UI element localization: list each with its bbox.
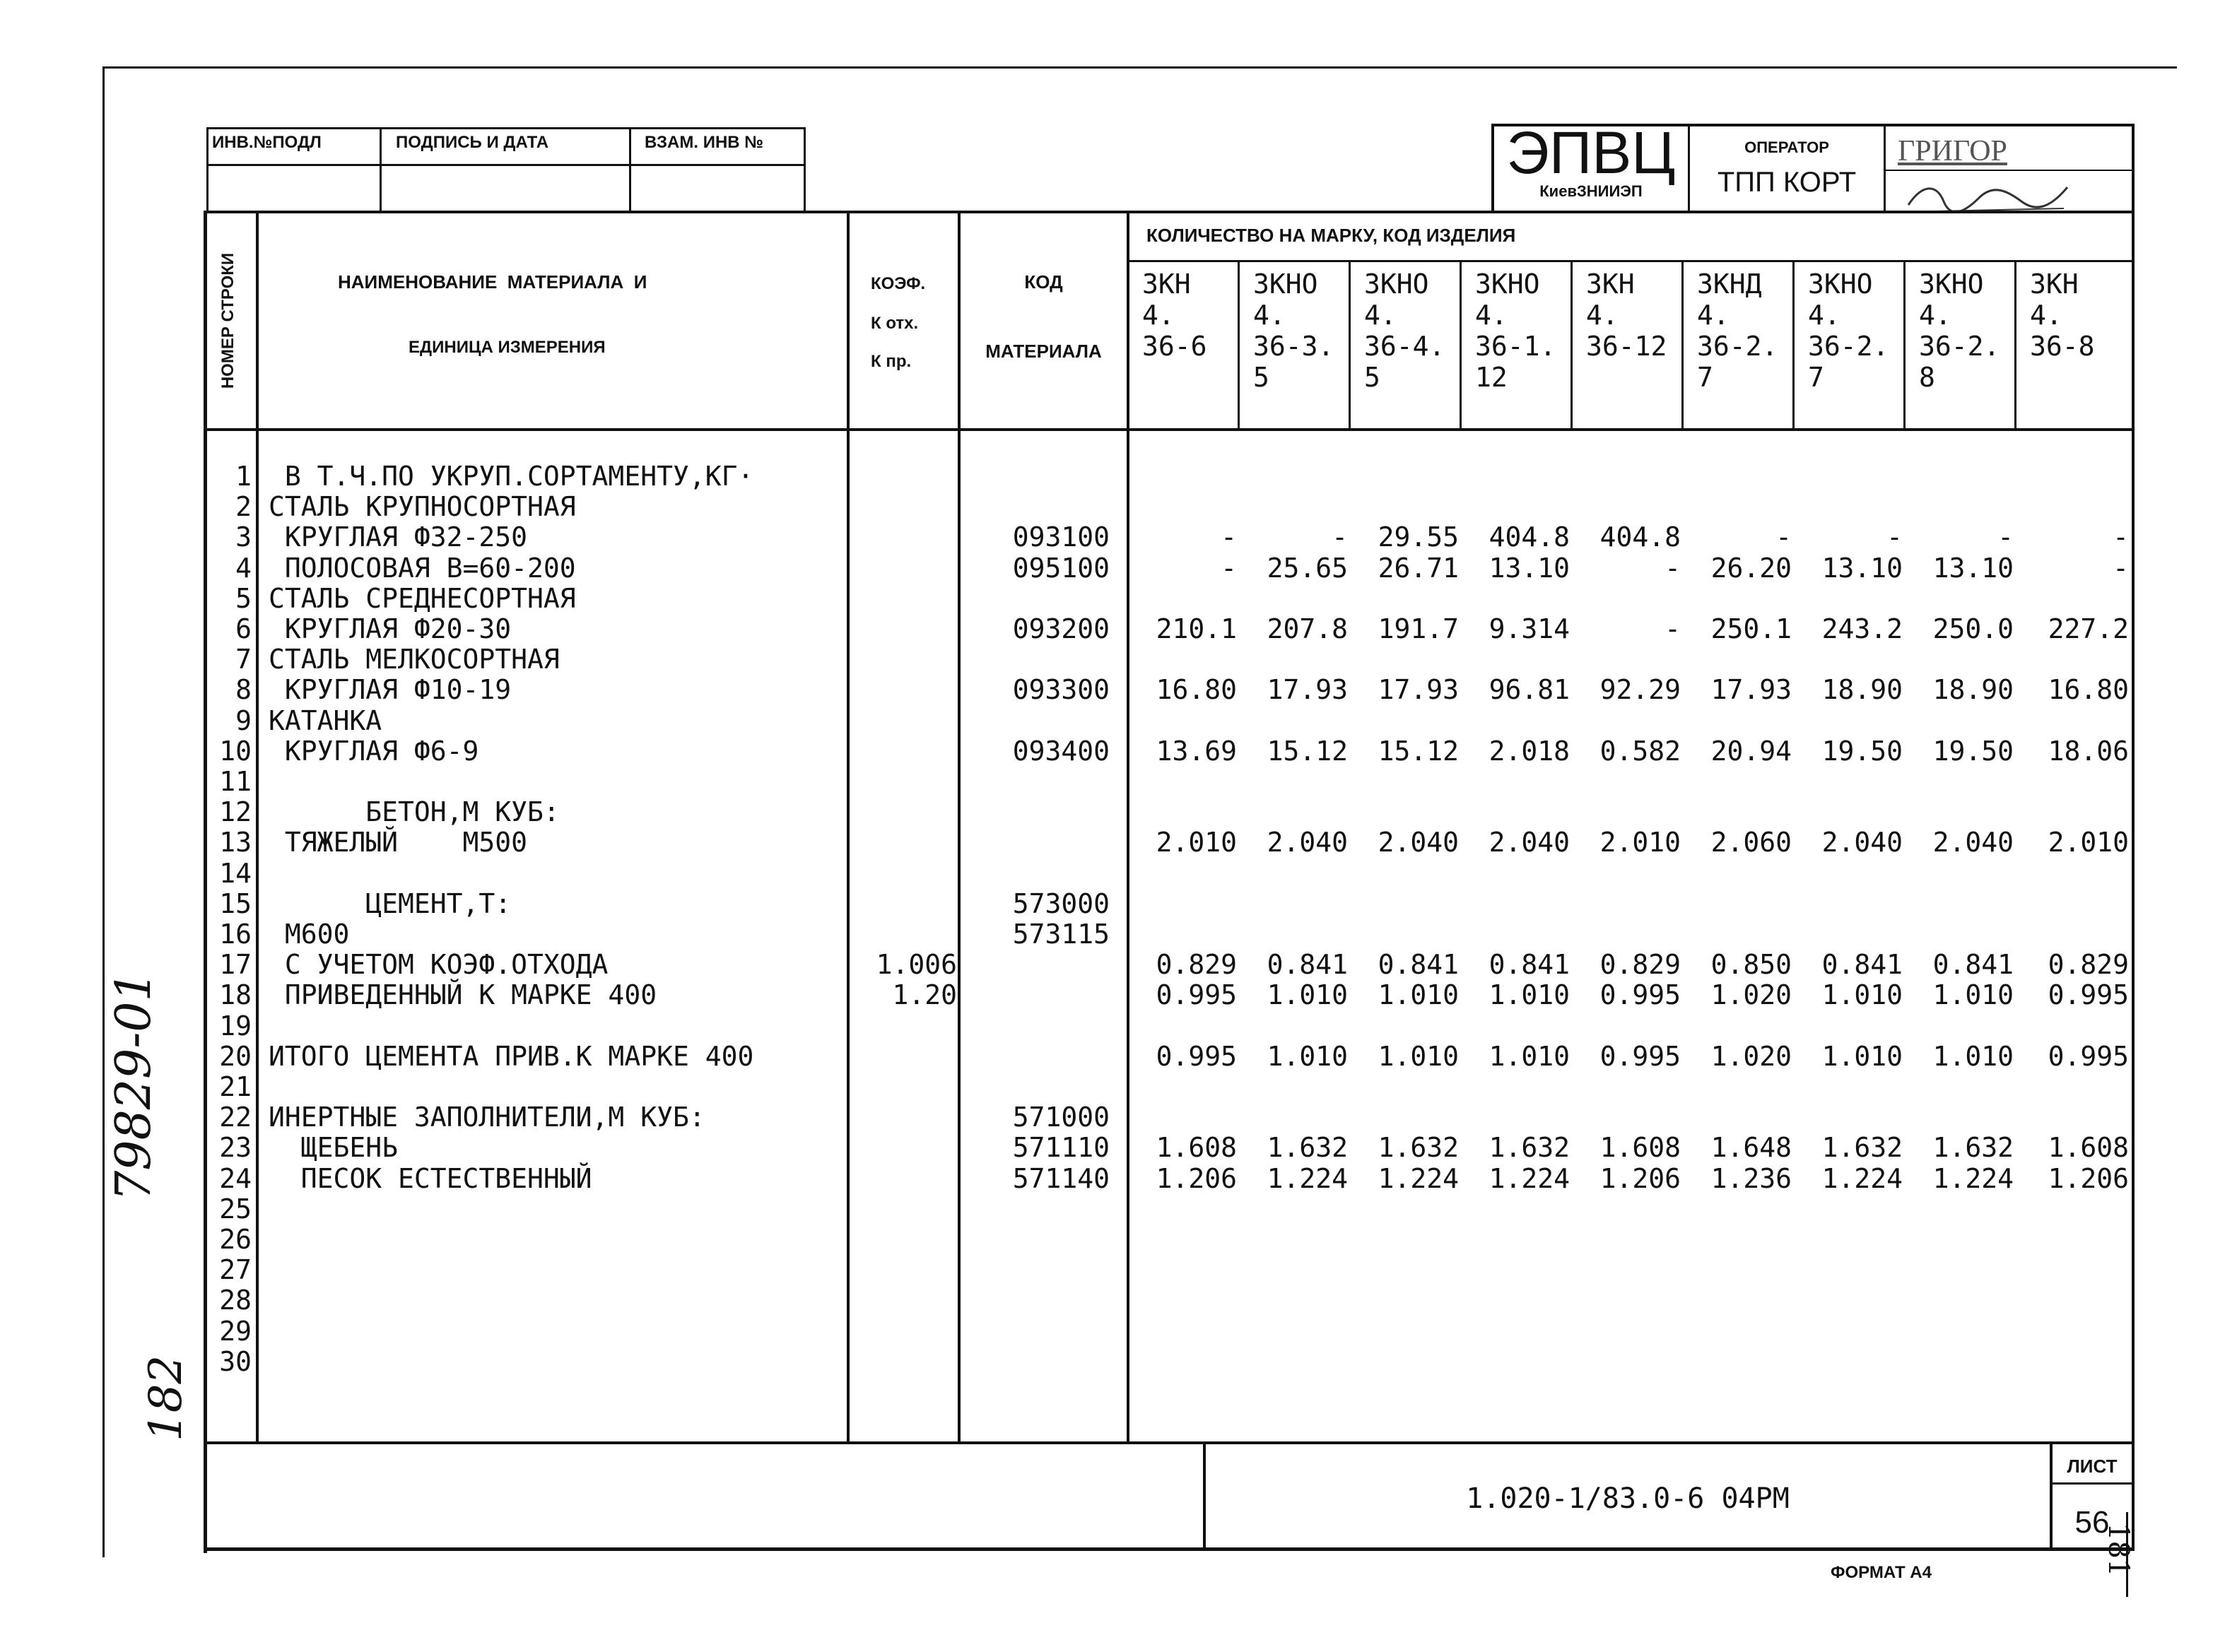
row-value: 1.010 (1489, 1040, 1570, 1072)
mark-header-7-l4: 7 (1808, 362, 1824, 393)
row-code: 573000 (1012, 887, 1110, 919)
row-name: ПЕСОК ЕСТЕСТВЕННЫЙ (269, 1162, 592, 1194)
margin-left-code: 79829-01 (106, 971, 162, 1201)
header-row-num: НОМЕР СТРОКИ (218, 252, 237, 389)
row-value: 250.0 (1932, 613, 2014, 644)
row-value: 1.632 (1267, 1132, 1348, 1164)
row-value: 1.224 (1267, 1162, 1348, 1194)
operator-name: ГРИГОР (1898, 135, 2007, 167)
row-number: 25 (219, 1193, 252, 1225)
row-value: 1.648 (1710, 1132, 1792, 1164)
row-number: 19 (219, 1010, 252, 1042)
footer-list-num: 56 (2074, 1505, 2110, 1540)
row-name: СТАЛЬ КРУПНОСОРТНАЯ (269, 491, 576, 523)
row-value: 1.010 (1932, 1040, 2014, 1072)
row-value: 1.224 (1489, 1162, 1570, 1194)
row-value: 13.10 (1932, 552, 2014, 584)
row-value: 1.010 (1267, 979, 1348, 1011)
row-value: 0.995 (1599, 1040, 1681, 1072)
header-koef-line2: К отх. (871, 314, 919, 333)
header-koef-line3: К пр. (871, 352, 912, 371)
mark-header-2-l3: 36-3. (1253, 331, 1334, 362)
row-value: 0.841 (1267, 949, 1348, 981)
mark-header-8-l1: ЗКНО (1919, 269, 1984, 300)
mark-header-3-l2: 4. (1364, 300, 1397, 331)
footer-list-label: ЛИСТ (2067, 1456, 2118, 1477)
row-number: 29 (219, 1315, 252, 1347)
row-number: 12 (219, 796, 252, 828)
mark-header-9-l3: 36-8 (2030, 331, 2095, 362)
row-value: 243.2 (1821, 613, 1903, 644)
mark-header-6-l3: 36-2. (1697, 331, 1778, 362)
row-value: 1.010 (1378, 979, 1459, 1011)
row-name: СТАЛЬ МЕЛКОСОРТНАЯ (269, 644, 560, 675)
org-main: ЭПВЦ (1506, 119, 1676, 186)
row-value: 1.010 (1821, 1040, 1903, 1072)
row-koef: 1.20 (892, 979, 957, 1011)
row-value: 2.010 (2048, 827, 2129, 859)
row-value: 1.224 (1821, 1162, 1903, 1194)
row-value: 13.10 (1821, 552, 1903, 584)
row-value: 2.040 (1821, 827, 1903, 859)
row-value: 1.020 (1710, 979, 1792, 1011)
row-value: 2.010 (1156, 827, 1237, 859)
row-value: 92.29 (1599, 674, 1681, 706)
row-value: 2.060 (1710, 827, 1792, 859)
row-number: 15 (219, 887, 252, 919)
row-number: 23 (219, 1132, 252, 1164)
footer-doc-code: 1.020-1/83.0-6 04РМ (1466, 1482, 1790, 1515)
row-number: 3 (235, 521, 252, 553)
header-name-line2: ЕДИНИЦА ИЗМЕРЕНИЯ (409, 338, 606, 357)
row-name: ПОЛОСОВАЯ В=60-200 (269, 552, 576, 584)
row-value: 1.236 (1710, 1162, 1792, 1194)
row-value: 0.841 (1489, 949, 1570, 981)
row-value: - (1221, 552, 1237, 584)
margin-left-page: 182 (140, 1355, 192, 1441)
row-name: БЕТОН,М КУБ: (269, 796, 560, 828)
row-name: М600 (269, 919, 350, 950)
row-name: С УЧЕТОМ КОЭФ.ОТХОДА (269, 949, 609, 981)
row-value: 20.94 (1710, 735, 1792, 767)
operator-value: ТПП КОРТ (1717, 167, 1857, 198)
row-value: 250.1 (1710, 613, 1792, 644)
row-code: 573115 (1012, 919, 1110, 950)
mark-header-4-l2: 4. (1475, 300, 1508, 331)
row-number: 7 (235, 644, 252, 675)
row-value: 1.608 (1156, 1132, 1237, 1164)
row-code: 571140 (1012, 1162, 1110, 1194)
row-value: 207.8 (1267, 613, 1348, 644)
mark-header-9-l2: 4. (2030, 300, 2062, 331)
row-value: - (1886, 521, 1903, 553)
row-value: 1.010 (1821, 979, 1903, 1011)
mark-header-1-l2: 4. (1142, 300, 1175, 331)
row-value: 2.010 (1599, 827, 1681, 859)
row-value: 19.50 (1821, 735, 1903, 767)
mark-header-6-l1: ЗКНД (1697, 269, 1762, 300)
row-value: 13.69 (1156, 735, 1237, 767)
row-number: 27 (219, 1254, 252, 1286)
row-value: 1.224 (1932, 1162, 2014, 1194)
row-value: 1.632 (1821, 1132, 1903, 1164)
row-value: - (1664, 613, 1681, 644)
row-value: 1.206 (1156, 1162, 1237, 1194)
row-value: 1.206 (2048, 1162, 2129, 1194)
row-value: 404.8 (1599, 521, 1681, 553)
row-value: 0.841 (1821, 949, 1903, 981)
mark-header-2-l1: ЗКНО (1253, 269, 1318, 300)
mark-header-2-l4: 5 (1253, 362, 1269, 393)
row-value: 17.93 (1267, 674, 1348, 706)
row-code: 093200 (1012, 613, 1110, 644)
row-number: 30 (219, 1345, 252, 1377)
row-value: 1.010 (1378, 1040, 1459, 1072)
row-value: 1.010 (1267, 1040, 1348, 1072)
row-name: ЩЕБЕНЬ (269, 1132, 399, 1164)
mark-header-6-l4: 7 (1697, 362, 1713, 393)
row-number: 21 (219, 1071, 252, 1102)
row-number: 14 (219, 857, 252, 889)
row-code: 093400 (1012, 735, 1110, 767)
mark-header-2-l2: 4. (1253, 300, 1286, 331)
row-number: 16 (219, 919, 252, 950)
header-koef-line1: КОЭФ. (871, 274, 926, 293)
row-value: 1.020 (1710, 1040, 1792, 1072)
row-number: 2 (235, 491, 252, 523)
margin-right-page: 181 (2102, 1523, 2135, 1577)
row-name: ЦЕМЕНТ,Т: (269, 887, 512, 919)
frame-left-line (102, 66, 105, 1557)
row-value: 1.632 (1378, 1132, 1459, 1164)
row-value: 1.632 (1489, 1132, 1570, 1164)
row-value: 18.90 (1821, 674, 1903, 706)
row-name: КРУГЛАЯ Ф20-30 (269, 613, 512, 644)
row-number: 26 (219, 1224, 252, 1255)
header-qty-title: КОЛИЧЕСТВО НА МАРКУ, КОД ИЗДЕЛИЯ (1146, 225, 1516, 246)
mark-header-9-l1: ЗКН (2030, 269, 2079, 300)
row-value: 1.010 (1489, 979, 1570, 1011)
row-value: 9.314 (1489, 613, 1570, 644)
row-value: 227.2 (2048, 613, 2129, 644)
row-value: - (1332, 521, 1348, 553)
row-number: 1 (235, 461, 252, 492)
row-number: 11 (219, 766, 252, 797)
row-value: 1.632 (1932, 1132, 2014, 1164)
row-code: 095100 (1012, 552, 1110, 584)
mark-header-8-l3: 36-2. (1919, 331, 2000, 362)
row-value: 25.65 (1267, 552, 1348, 584)
row-name: В Т.Ч.ПО УКРУП.СОРТАМЕНТУ,КГ· (269, 461, 754, 492)
mark-header-8-l2: 4. (1919, 300, 1951, 331)
row-value: 18.90 (1932, 674, 2014, 706)
row-number: 17 (219, 949, 252, 981)
row-code: 093100 (1012, 521, 1110, 553)
row-name: ТЯЖЕЛЫЙ М500 (269, 827, 528, 859)
row-value: - (2113, 521, 2129, 553)
row-number: 20 (219, 1040, 252, 1072)
mark-header-4-l1: ЗКНО (1475, 269, 1540, 300)
row-code: 093300 (1012, 674, 1110, 706)
mark-header-7-l2: 4. (1808, 300, 1840, 331)
row-value: 404.8 (1489, 521, 1570, 553)
row-value: 13.10 (1489, 552, 1570, 584)
stamp-podpis-data: ПОДПИСЬ И ДАТА (396, 133, 549, 152)
row-value: 16.80 (2048, 674, 2129, 706)
frame-top-line (102, 66, 2177, 69)
row-name: ИТОГО ЦЕМЕНТА ПРИВ.К МАРКЕ 400 (269, 1040, 754, 1072)
row-value: - (1775, 521, 1792, 553)
row-number: 8 (235, 674, 252, 706)
mark-header-4-l4: 12 (1475, 362, 1508, 393)
row-value: 0.841 (1932, 949, 2014, 981)
row-number: 24 (219, 1162, 252, 1194)
row-number: 6 (235, 613, 252, 644)
row-value: 15.12 (1378, 735, 1459, 767)
row-value: 96.81 (1489, 674, 1570, 706)
row-value: 17.93 (1378, 674, 1459, 706)
row-number: 22 (219, 1102, 252, 1133)
row-value: 0.995 (1156, 979, 1237, 1011)
row-number: 28 (219, 1285, 252, 1316)
row-value: 2.040 (1932, 827, 2014, 859)
row-number: 18 (219, 979, 252, 1011)
stamp-vzam-inv: ВЗАМ. ИНВ № (645, 133, 764, 152)
mark-header-7-l1: ЗКНО (1808, 269, 1873, 300)
row-name: ПРИВЕДЕННЫЙ К МАРКЕ 400 (269, 979, 657, 1011)
row-value: 2.040 (1378, 827, 1459, 859)
row-value: 18.06 (2048, 735, 2129, 767)
mark-header-5-l1: ЗКН (1586, 269, 1635, 300)
row-value: 2.018 (1489, 735, 1570, 767)
row-number: 4 (235, 552, 252, 584)
org-sub: КиевЗНИИЭП (1539, 182, 1643, 200)
mark-header-4-l3: 36-1. (1475, 331, 1556, 362)
row-number: 5 (235, 582, 252, 614)
row-value: 0.850 (1710, 949, 1792, 981)
mark-header-1-l3: 36-6 (1142, 331, 1207, 362)
row-value: 16.80 (1156, 674, 1237, 706)
header-kod-line2: МАТЕРИАЛА (985, 341, 1102, 362)
mark-header-5-l3: 36-12 (1586, 331, 1667, 362)
row-number: 9 (235, 704, 252, 736)
row-value: - (1221, 521, 1237, 553)
row-value: 0.829 (1156, 949, 1237, 981)
mark-header-7-l3: 36-2. (1808, 331, 1889, 362)
row-name: КРУГЛАЯ Ф6-9 (269, 735, 479, 767)
row-value: 0.829 (2048, 949, 2129, 981)
row-value: - (2113, 552, 2129, 584)
mark-header-3-l4: 5 (1364, 362, 1380, 393)
row-code: 571000 (1012, 1102, 1110, 1133)
row-name: СТАЛЬ СРЕДНЕСОРТНАЯ (269, 582, 576, 614)
row-name: ИНЕРТНЫЕ ЗАПОЛНИТЕЛИ,М КУБ: (269, 1102, 705, 1133)
footer-format: ФОРМАТ А4 (1831, 1563, 1932, 1582)
row-value: 0.841 (1378, 949, 1459, 981)
row-number: 10 (219, 735, 252, 767)
operator-label: ОПЕРАТОР (1744, 138, 1829, 156)
row-value: - (1664, 552, 1681, 584)
mark-header-1-l1: ЗКН (1142, 269, 1191, 300)
row-value: 0.995 (1599, 979, 1681, 1011)
row-value: 1.608 (2048, 1132, 2129, 1164)
row-value: 26.20 (1710, 552, 1792, 584)
mark-header-6-l2: 4. (1697, 300, 1730, 331)
stamp-inv-podl: ИНВ.№ПОДЛ (212, 133, 322, 152)
row-value: 0.582 (1599, 735, 1681, 767)
row-value: 1.608 (1599, 1132, 1681, 1164)
header-name-line1: НАИМЕНОВАНИЕ МАТЕРИАЛА И (338, 271, 647, 293)
mark-header-3-l1: ЗКНО (1364, 269, 1429, 300)
row-value: 1.224 (1378, 1162, 1459, 1194)
row-koef: 1.006 (876, 949, 957, 981)
row-number: 13 (219, 827, 252, 859)
row-value: 0.995 (2048, 1040, 2129, 1072)
row-value: 2.040 (1267, 827, 1348, 859)
row-value: 191.7 (1378, 613, 1459, 644)
row-value: 29.55 (1378, 521, 1459, 553)
row-name: КАТАНКА (269, 704, 382, 736)
mark-header-3-l3: 36-4. (1364, 331, 1445, 362)
row-value: 0.829 (1599, 949, 1681, 981)
row-name: КРУГЛАЯ Ф10-19 (269, 674, 512, 706)
row-value: 26.71 (1378, 552, 1459, 584)
row-value: 210.1 (1156, 613, 1237, 644)
row-value: 2.040 (1489, 827, 1570, 859)
mark-header-5-l2: 4. (1586, 300, 1619, 331)
row-value: 0.995 (1156, 1040, 1237, 1072)
row-value: 17.93 (1710, 674, 1792, 706)
row-value: 1.010 (1932, 979, 2014, 1011)
row-code: 571110 (1012, 1132, 1110, 1164)
row-value: 1.206 (1599, 1162, 1681, 1194)
row-value: 15.12 (1267, 735, 1348, 767)
row-name: КРУГЛАЯ Ф32-250 (269, 521, 528, 553)
row-value: 0.995 (2048, 979, 2129, 1011)
header-kod-line1: КОД (1024, 271, 1063, 293)
row-value: - (1997, 521, 2014, 553)
mark-header-8-l4: 8 (1919, 362, 1935, 393)
row-value: 19.50 (1932, 735, 2014, 767)
